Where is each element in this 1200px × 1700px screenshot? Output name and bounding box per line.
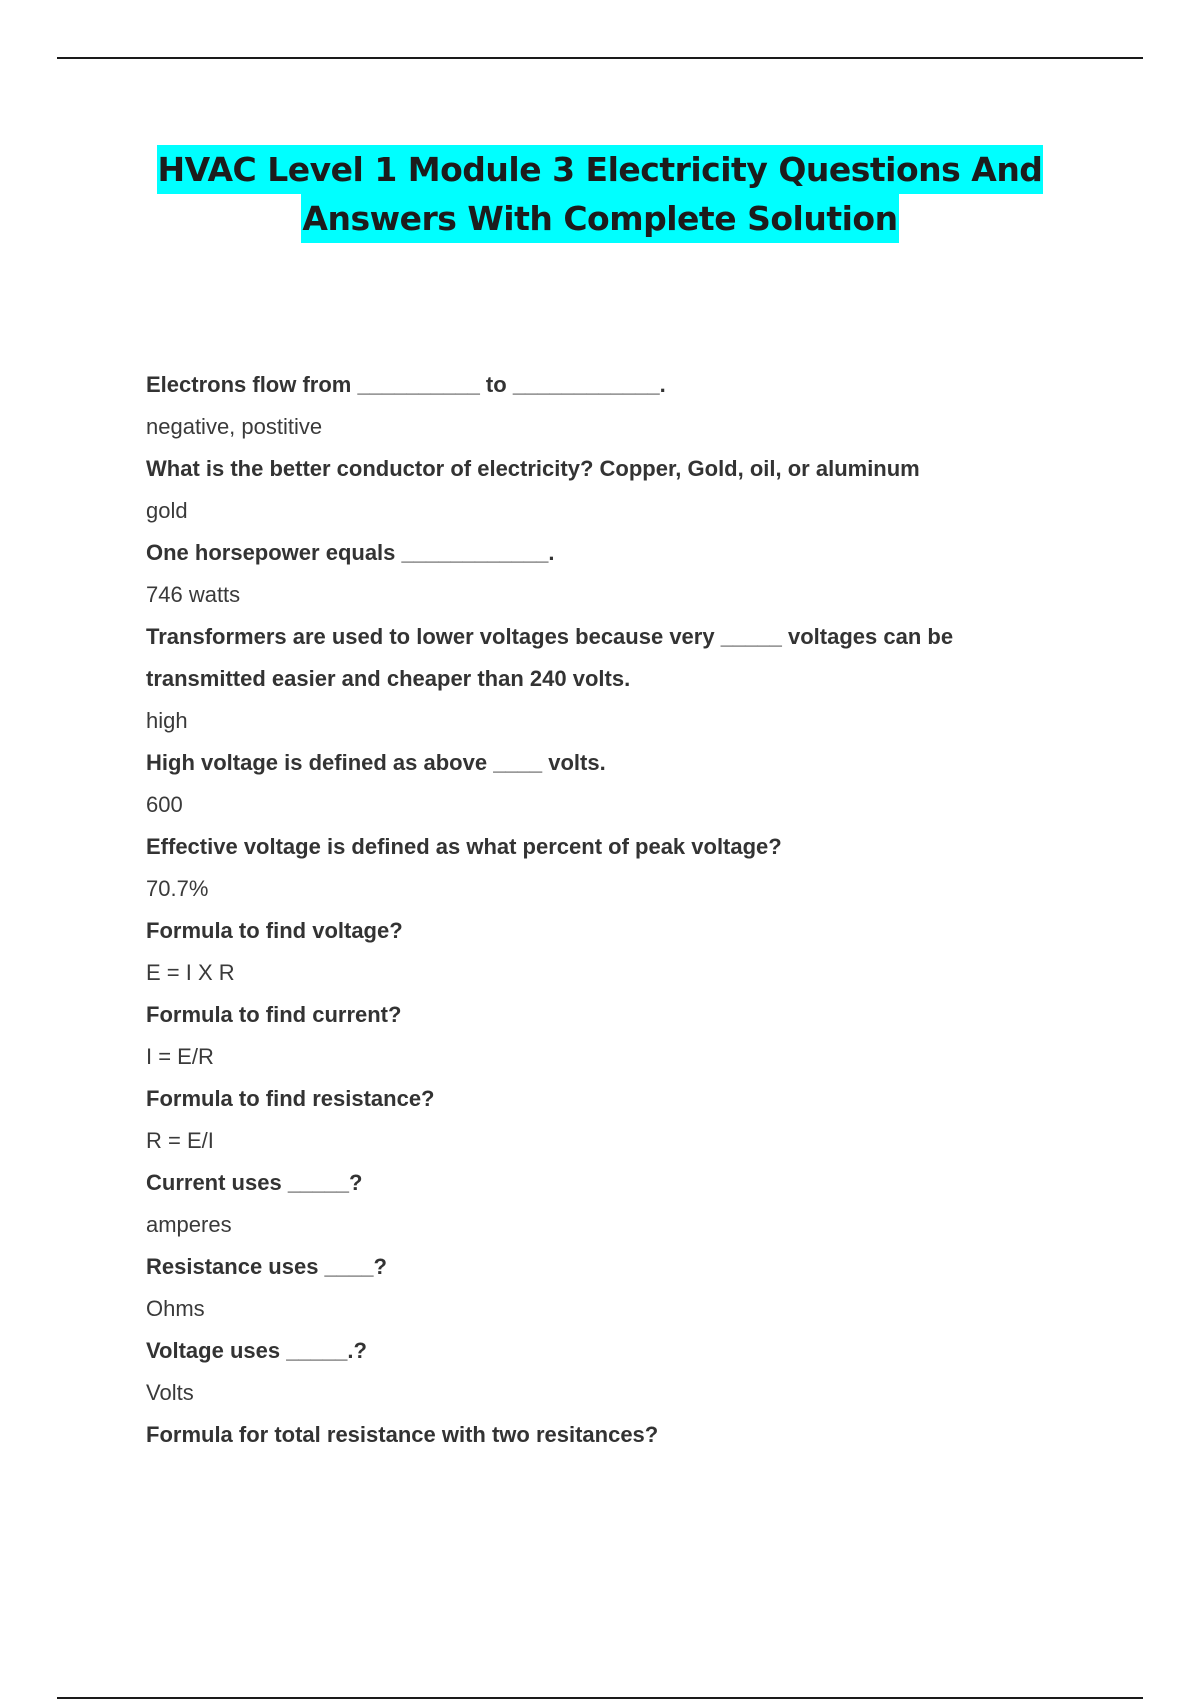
question-1: Electrons flow from __________ to ____________. [146, 372, 666, 397]
answer-10: amperes [146, 1212, 232, 1237]
answer-6: 70.7% [146, 876, 209, 901]
answer-1: negative, postitive [146, 414, 323, 439]
question-10: Current uses _____? [146, 1170, 363, 1195]
footer-rule [57, 1697, 1143, 1699]
answer-2: gold [146, 498, 188, 523]
question-7: Formula to find voltage? [146, 918, 403, 943]
question-11: Resistance uses ____? [146, 1254, 387, 1279]
qa-list [146, 364, 1076, 1456]
question-12: Voltage uses _____.? [146, 1338, 367, 1363]
question-6: Effective voltage is defined as what percent of peak voltage? [146, 834, 782, 859]
question-8: Formula to find current? [146, 1002, 402, 1027]
answer-3: 746 watts [146, 582, 241, 607]
question-2: What is the better conductor of electricity? Copper, Gold, oil, or aluminum [146, 456, 920, 481]
answer-11: Ohms [146, 1296, 205, 1321]
question-5: High voltage is defined as above ____ volts. [146, 750, 606, 775]
title-line-1: HVAC Level 1 Module 3 Electricity Questions And [157, 145, 1044, 194]
answer-9: R = E/I [146, 1128, 214, 1153]
header-rule [57, 57, 1143, 59]
answer-5: 600 [146, 792, 183, 817]
answer-8: I = E/R [146, 1044, 214, 1069]
question-9: Formula to find resistance? [146, 1086, 435, 1111]
document-title [60, 145, 1140, 243]
answer-12: Volts [146, 1380, 194, 1405]
answer-7: E = I X R [146, 960, 235, 985]
question-13: Formula for total resistance with two resitances? [146, 1422, 659, 1447]
question-3: One horsepower equals ____________. [146, 540, 555, 565]
answer-4: high [146, 708, 188, 733]
question-4: Transformers are used to lower voltages because very _____ voltages can be transmitted easier and cheaper than 240 volts. [146, 624, 954, 691]
title-line-2: Answers With Complete Solution [301, 194, 898, 243]
